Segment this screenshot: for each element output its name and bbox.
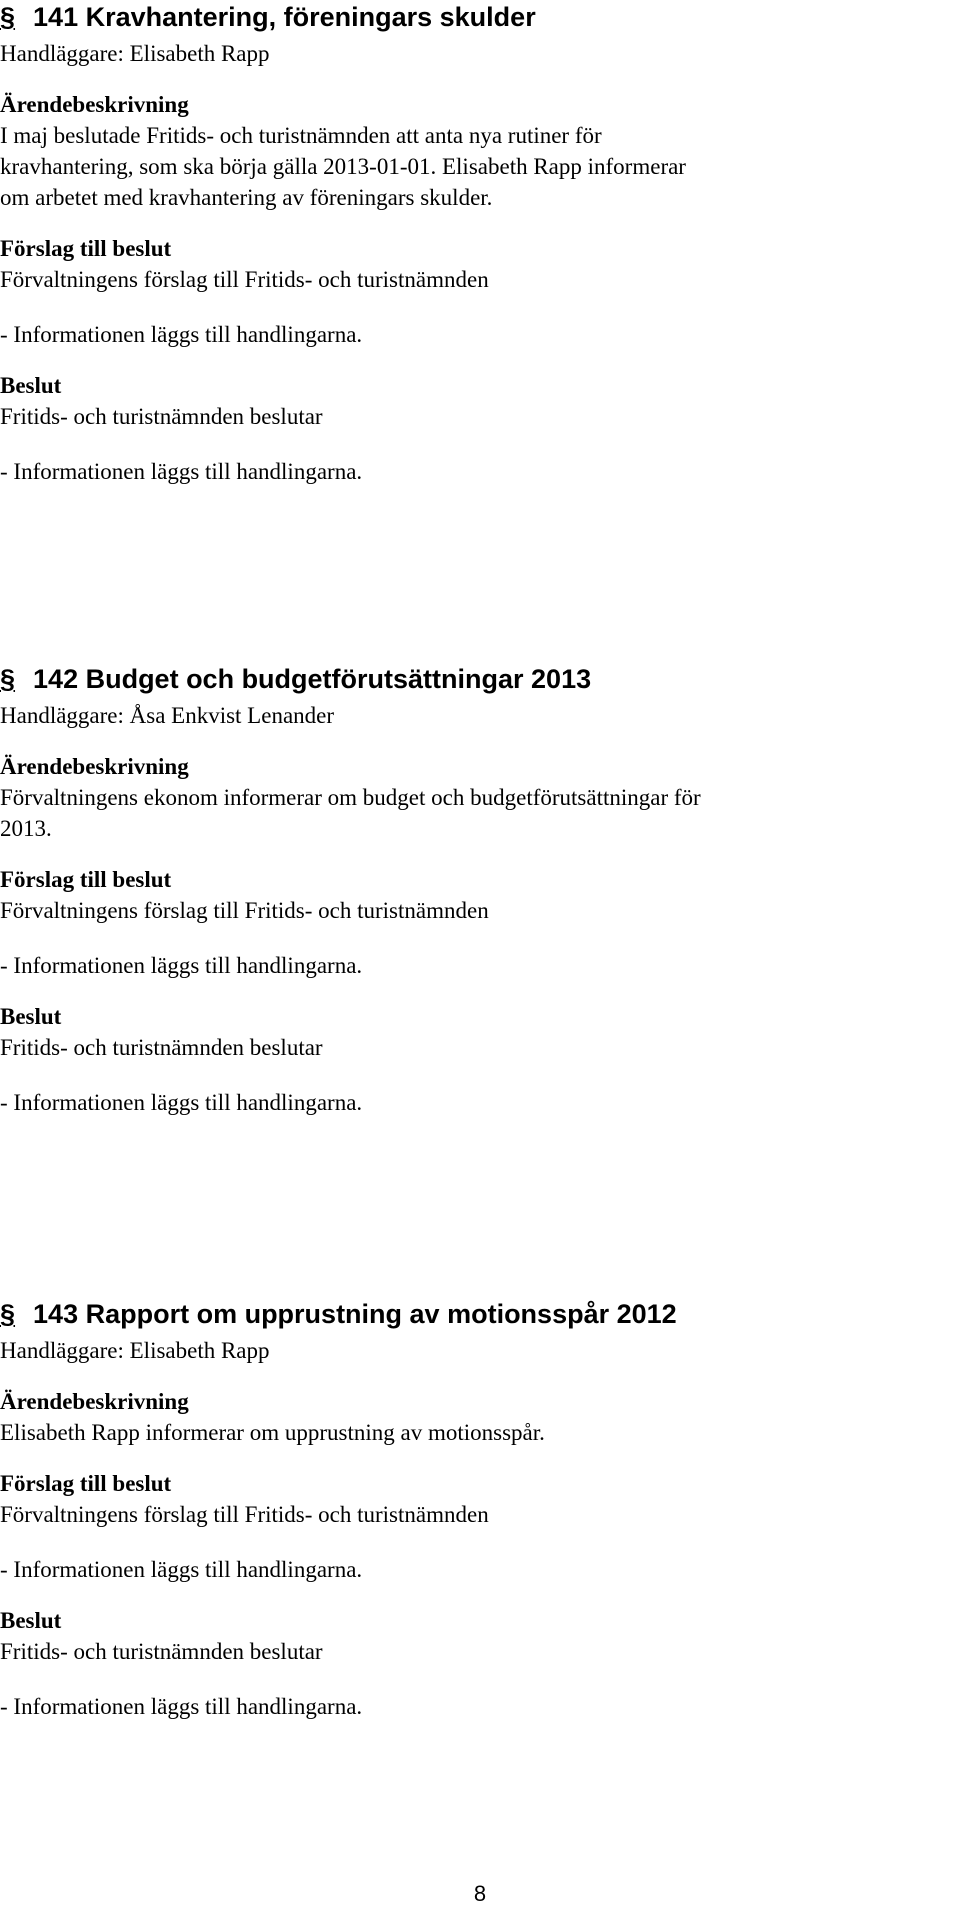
section-141 — [0, 0, 950, 487]
description-line: I maj beslutade Fritids- och turistnämnden att anta nya rutiner för — [0, 123, 602, 148]
decision-text: Fritids- och turistnämnden beslutar — [0, 1035, 323, 1060]
proposal-item: - Informationen läggs till handlingarna. — [0, 953, 363, 978]
handler-line: Handläggare: Elisabeth Rapp — [0, 1338, 270, 1363]
paragraph-sign: § — [0, 2, 16, 32]
section-heading — [0, 1297, 950, 1331]
section-title: 141 Kravhantering, föreningars skulder — [33, 2, 536, 32]
section-142 — [0, 662, 950, 1118]
proposal-text: Förvaltningens förslag till Fritids- och turistnämnden — [0, 1502, 489, 1527]
decision-text: Fritids- och turistnämnden beslutar — [0, 404, 323, 429]
handler-line: Handläggare: Elisabeth Rapp — [0, 41, 270, 66]
proposal-label: Förslag till beslut — [0, 1471, 172, 1496]
decision-label: Beslut — [0, 1608, 62, 1633]
decision-item: - Informationen läggs till handlingarna. — [0, 459, 363, 484]
description-label: Ärendebeskrivning — [0, 92, 189, 117]
description-line: Elisabeth Rapp informerar om upprustning av motionsspår. — [0, 1420, 545, 1445]
page-number: 8 — [473, 1881, 487, 1906]
section-heading — [0, 0, 950, 34]
decision-label: Beslut — [0, 1004, 62, 1029]
description-label: Ärendebeskrivning — [0, 1389, 189, 1414]
description-line: kravhantering, som ska börja gälla 2013-01-01. Elisabeth Rapp informerar — [0, 154, 686, 179]
section-title: 142 Budget och budgetförutsättningar 2013 — [33, 664, 592, 694]
section-title: 143 Rapport om upprustning av motionsspår 2012 — [33, 1299, 677, 1329]
decision-item: - Informationen läggs till handlingarna. — [0, 1694, 363, 1719]
handler-line: Handläggare: Åsa Enkvist Lenander — [0, 703, 335, 728]
proposal-label: Förslag till beslut — [0, 236, 172, 261]
proposal-text: Förvaltningens förslag till Fritids- och turistnämnden — [0, 267, 489, 292]
proposal-item: - Informationen läggs till handlingarna. — [0, 1557, 363, 1582]
proposal-item: - Informationen läggs till handlingarna. — [0, 322, 363, 347]
proposal-text: Förvaltningens förslag till Fritids- och turistnämnden — [0, 898, 489, 923]
paragraph-sign: § — [0, 664, 16, 694]
description-line: Förvaltningens ekonom informerar om budget och budgetförutsättningar för — [0, 785, 701, 810]
section-heading — [0, 662, 950, 696]
decision-item: - Informationen läggs till handlingarna. — [0, 1090, 363, 1115]
description-line: 2013. — [0, 816, 52, 841]
proposal-label: Förslag till beslut — [0, 867, 172, 892]
decision-label: Beslut — [0, 373, 62, 398]
paragraph-sign: § — [0, 1299, 16, 1329]
decision-text: Fritids- och turistnämnden beslutar — [0, 1639, 323, 1664]
description-line: om arbetet med kravhantering av föreningars skulder. — [0, 185, 493, 210]
section-143 — [0, 1297, 950, 1722]
description-label: Ärendebeskrivning — [0, 754, 189, 779]
